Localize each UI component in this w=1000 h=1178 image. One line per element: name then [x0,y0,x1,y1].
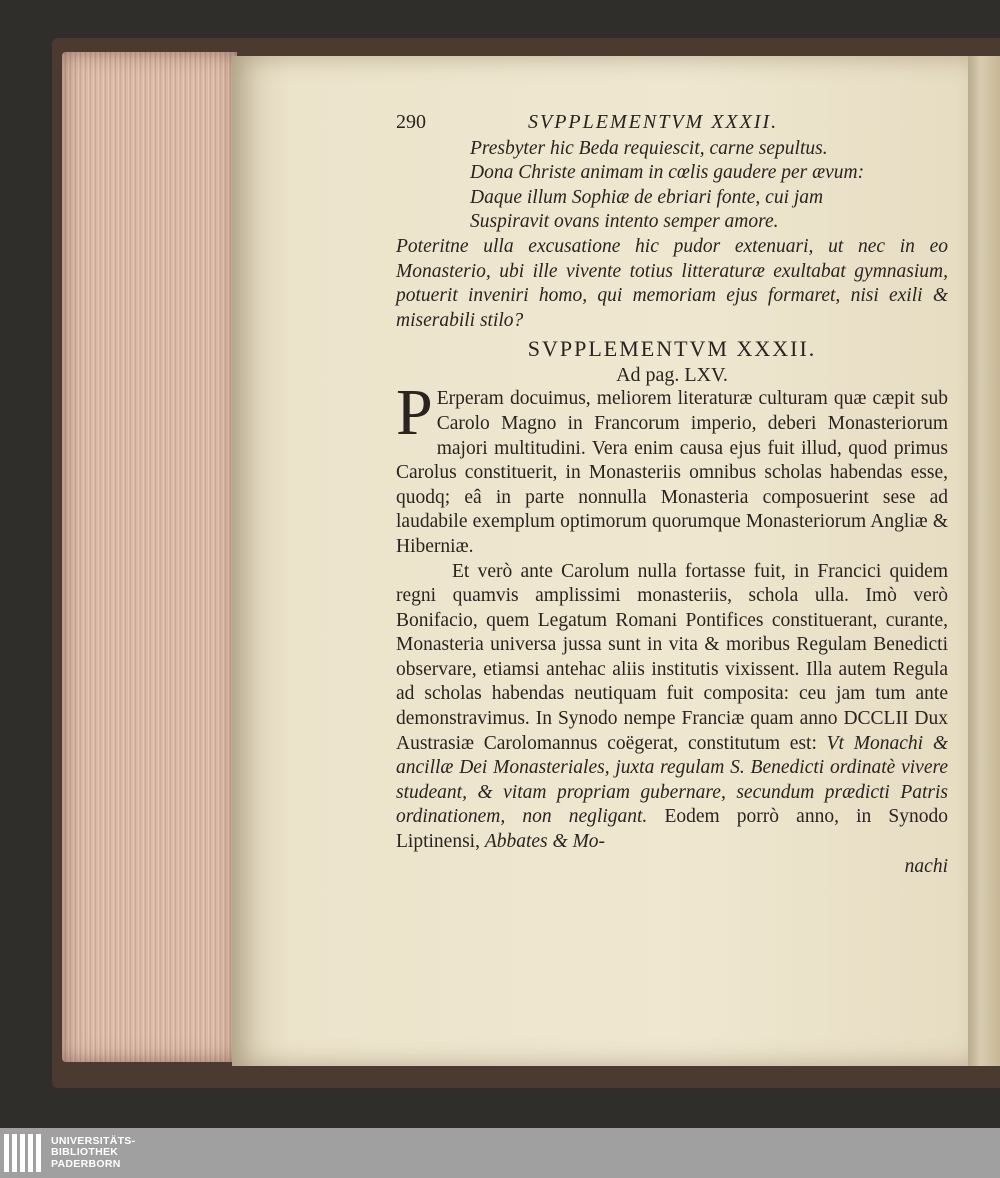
epitaph-verse [470,137,948,235]
library-footer-bar [0,1128,1000,1178]
page-edges [62,52,237,1062]
library-logo-icon [4,1134,41,1172]
paragraph-2-quote: Vt Monachi & ancillæ Dei Monasteriales, juxta regulam S. Benedicti ordinatè vivere studeant, & vitam propriam gubernare, secundum prædicti Patris ordinationem, non negligant. [396,732,948,828]
paragraph-2-end-italic: Abbates & Mo- [484,831,606,853]
library-logo-text [51,1136,135,1171]
logo-line: BIBLIOTHEK [51,1146,119,1159]
verse-line: Suspiravit ovans intento semper amore. [470,211,779,233]
paragraph-1-text: Erperam docuimus, meliorem literaturæ culturam quæ cæpit sub Carolo Magno in Francorum imperio, deberi Monasteriorum majori multitudini. Vera enim causa ejus fuit illud, quod primus Carolus constituerit, in Monasteriis omnibus scholas habendas esse, quodq; eâ in parte nonnulla Monasteria composuerint sese ad laudabile exemplum optimorum quorumque Monasteriorum Angliæ & Hiberniæ. [396,388,948,557]
page-number: 290 [396,111,426,133]
verse-line: Dona Christe animam in cœlis gaudere per ævum: [470,162,865,184]
verse-line: Presbyter hic Beda requiescit, carne sepultus. [470,137,828,159]
section-title: SVPPLEMENTVM XXXII. [527,336,817,362]
section-reference: Ad pag. LXV. [616,364,728,387]
facing-page-edge [968,56,1000,1066]
paragraph-1 [396,376,948,559]
page-text-block [396,110,948,879]
logo-line: UNIVERSITÄTS- [51,1134,136,1147]
catchword: nachi [904,855,948,877]
drop-cap: P [396,376,433,450]
logo-line: PADERBORN [51,1157,121,1170]
paragraph-2-end: Eodem porrò anno, in Synodo Liptinensi, [396,806,949,853]
paragraph-2-text: Et verò ante Carolum nulla fortasse fuit, in Francici quidem regni quamvis amplissimi monasteriis, schola ulla. Imò verò Bonifacio, quem Legatum Romani Pontifices constituerant, curante, Monasteria universa jussa sunt in vita & moribus Regulam Benedicti observare, etiamsi antehac aliis institutis vixissent. Illa autem Regula ad scholas habendas neutiquam fuit composita: ceu jam tum ante demonstravimus. In Synodo nempe Franciæ quam anno DCCLII Dux Austrasiæ Carolomannus coëgerat, constitutum est: [396,560,948,754]
paragraph-2 [396,560,948,855]
page-header [396,110,948,135]
verse-line: Daque illum Sophiæ de ebriari fonte, cui jam [470,186,824,208]
running-head: SVPPLEMENTVM XXXII. [528,111,779,133]
italic-paragraph: Poteritne ulla excusatione hic pudor extenuari, ut nec in eo Monasterio, ubi ille vivente totius litteraturæ exultabat gymnasium, potuerit inveniri homo, qui memoriam ejus formaret, nisi exili & miserabili stilo? [396,235,948,331]
